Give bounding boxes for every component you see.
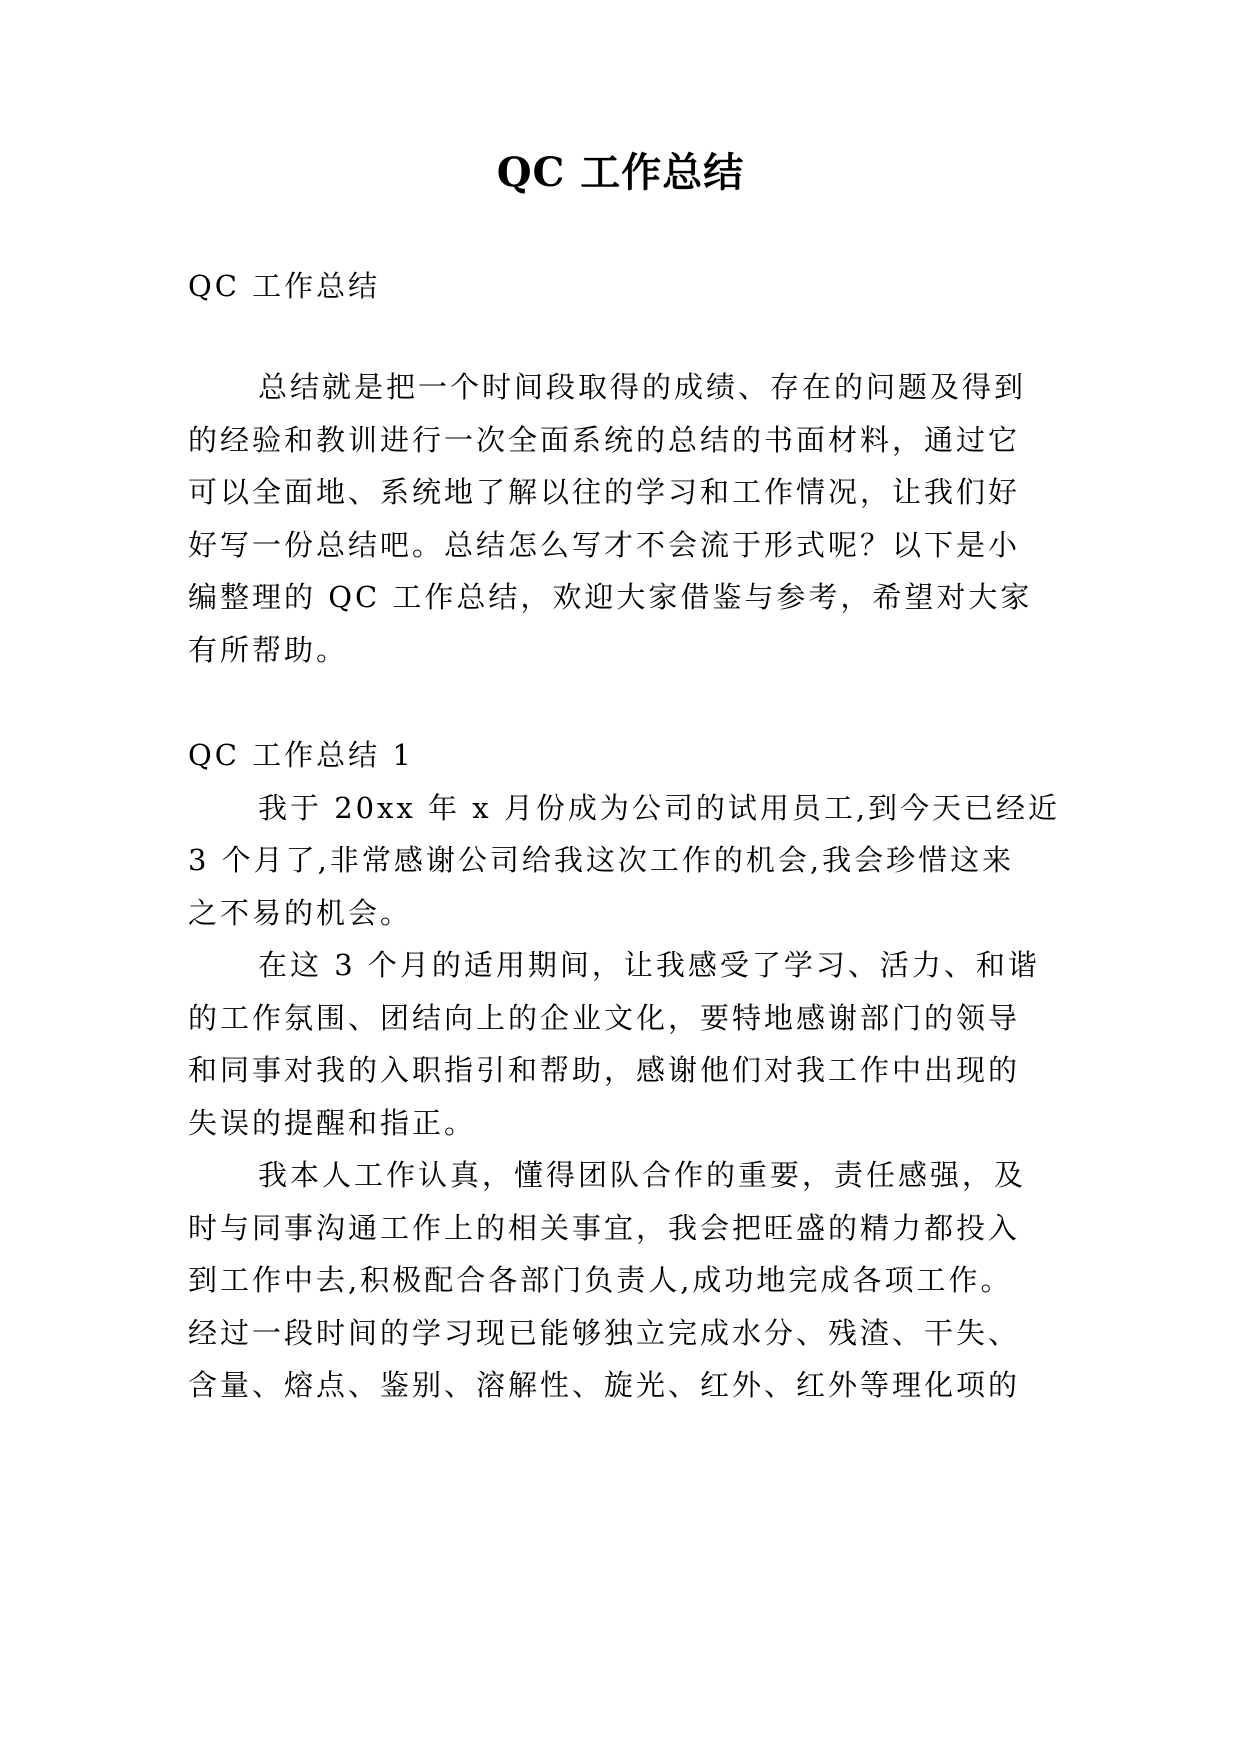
paragraph-line: 我于 20xx 年 x 月份成为公司的试用员工,到今天已经近	[258, 791, 1061, 825]
intro-line: 好写一份总结吧。总结怎么写才不会流于形式呢？以下是小	[188, 528, 1021, 562]
paragraph-line: 在这 3 个月的适用期间，让我感受了学习、活力、和谐	[258, 948, 1040, 982]
intro-line: 编整理的 QC 工作总结，欢迎大家借鉴与参考，希望对大家	[188, 580, 1033, 614]
intro-line: 可以全面地、系统地了解以往的学习和工作情况，让我们好	[188, 475, 1021, 509]
intro-line: 的经验和教训进行一次全面系统的总结的书面材料，通过它	[188, 423, 1021, 457]
document-title: QC 工作总结	[496, 149, 745, 196]
intro-line: 有所帮助。	[188, 633, 349, 667]
paragraph-line: 到工作中去,积极配合各部门负责人,成功地完成各项工作。	[188, 1263, 1013, 1297]
paragraph-line: 和同事对我的入职指引和帮助，感谢他们对我工作中出现的	[188, 1053, 1021, 1087]
document-subtitle: QC 工作总结	[188, 269, 381, 303]
section-heading: QC 工作总结 1	[188, 738, 414, 772]
paragraph-line: 含量、熔点、鉴别、溶解性、旋光、红外、红外等理化项的	[188, 1368, 1021, 1402]
paragraph-line: 时与同事沟通工作上的相关事宜，我会把旺盛的精力都投入	[188, 1211, 1021, 1245]
intro-line: 总结就是把一个时间段取得的成绩、存在的问题及得到	[258, 370, 1027, 404]
paragraph-line: 我本人工作认真，懂得团队合作的重要，责任感强，及	[258, 1158, 1027, 1192]
paragraph-line: 失误的提醒和指正。	[188, 1106, 477, 1140]
paragraph-line: 经过一段时间的学习现已能够独立完成水分、残渣、干失、	[188, 1316, 1021, 1350]
paragraph-line: 之不易的机会。	[188, 896, 413, 930]
paragraph-line: 的工作氛围、团结向上的企业文化，要特地感谢部门的领导	[188, 1001, 1021, 1035]
paragraph-line: 3 个月了,非常感谢公司给我这次工作的机会,我会珍惜这来	[188, 843, 1015, 877]
